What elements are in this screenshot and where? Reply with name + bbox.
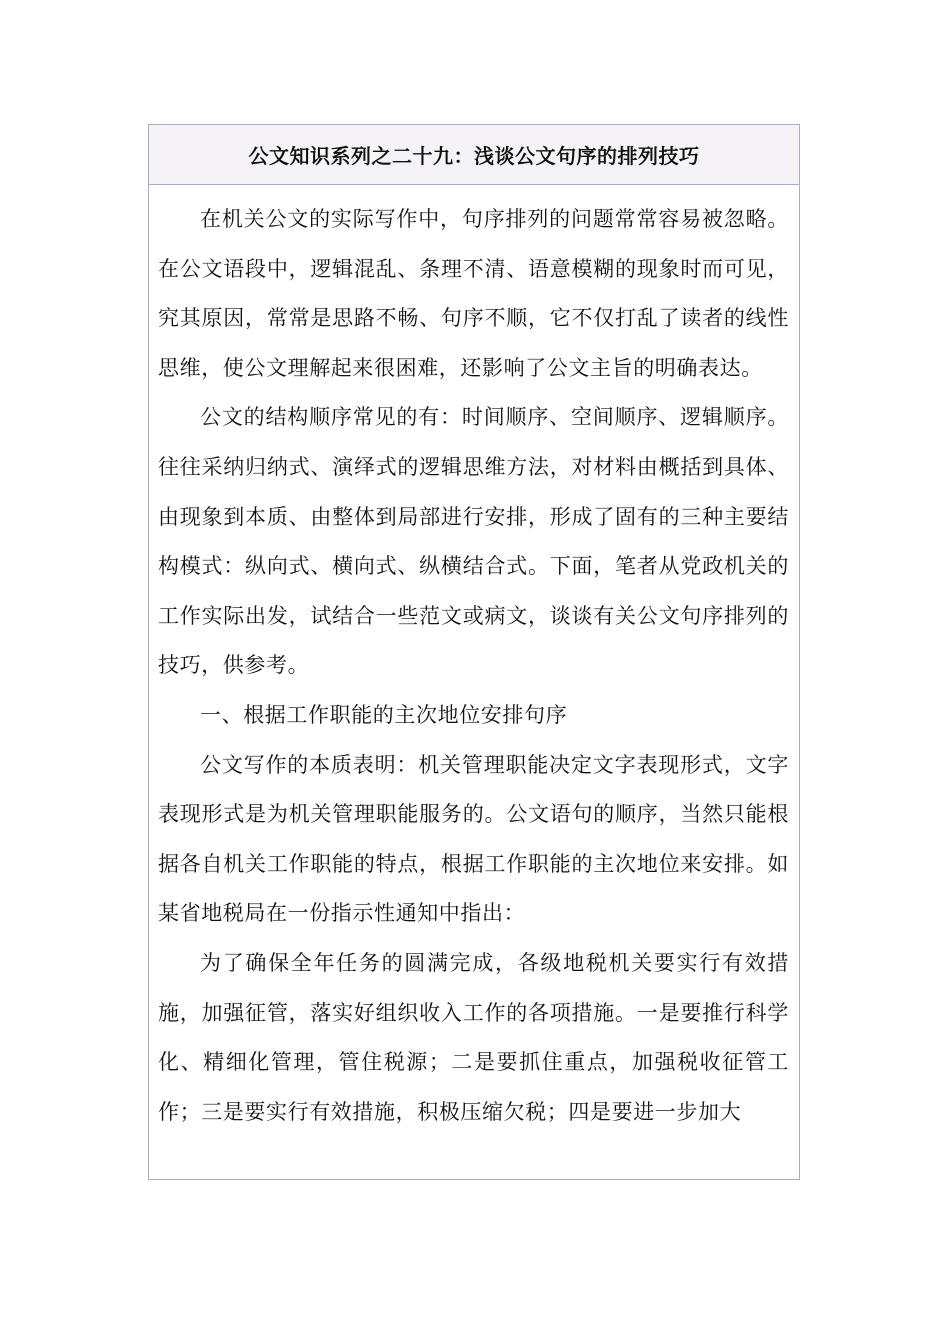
section-heading: 一、根据工作职能的主次地位安排句序 bbox=[200, 702, 568, 727]
document-body bbox=[149, 185, 799, 1137]
paragraph: 公文的结构顺序常见的有：时间顺序、空间顺序、逻辑顺序。往往采纳归纳式、演绎式的逻辑思维方法，对材料由概括到具体、由现象到本质、由整体到局部进行安排，形成了固有的三种主要结构模式：纵向式、横向式、纵横结合式。下面，笔者从党政机关的工作实际出发，试结合一些范文或病文，谈谈有关公文句序排列的技巧，供参考。 bbox=[158, 405, 789, 678]
paragraph: 公文写作的本质表明：机关管理职能决定文字表现形式，文字表现形式是为机关管理职能服务的。公文语句的顺序，当然只能根据各自机关工作职能的特点，根据工作职能的主次地位来安排。如某省地税局在一份指示性通知中指出： bbox=[158, 752, 789, 926]
document-title: 公文知识系列之二十九：浅谈公文句序的排列技巧 bbox=[248, 144, 700, 168]
document-frame bbox=[148, 124, 800, 1180]
paragraph: 在机关公文的实际写作中，句序排列的问题常常容易被忽略。在公文语段中，逻辑混乱、条理不清、语意模糊的现象时而可见，究其原因，常常是思路不畅、句序不顺，它不仅打乱了读者的线性思维，使公文理解起来很困难，还影响了公文主旨的明确表达。 bbox=[158, 207, 789, 380]
document-header bbox=[149, 125, 799, 185]
quoted-paragraph: 为了确保全年任务的圆满完成，各级地税机关要实行有效措施，加强征管，落实好组织收入工作的各项措施。一是要推行科学化、精细化管理，管住税源；二是要抓住重点，加强税收征管工作；三是要实行有效措施，积极压缩欠税；四是要进一步加大 bbox=[158, 950, 789, 1124]
